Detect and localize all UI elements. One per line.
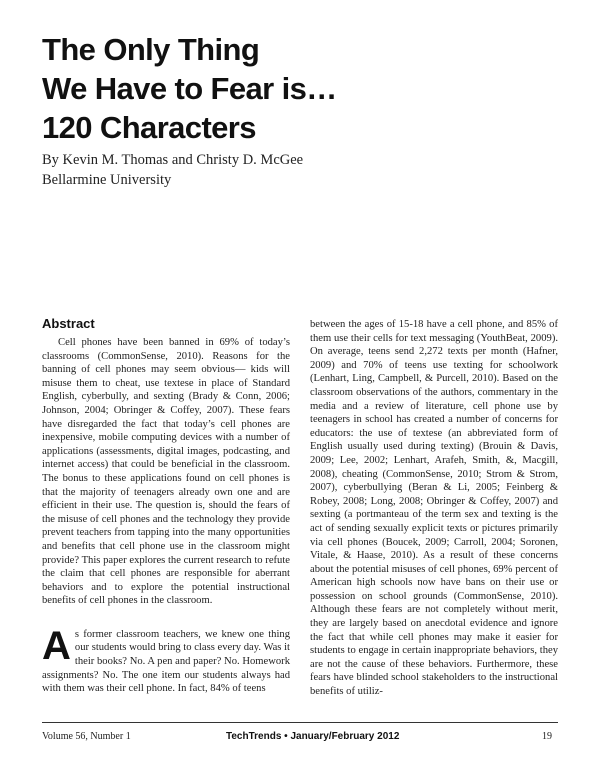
body-text-column-2: between the ages of 15-18 have a cell phone, and 85% of them use their cells for text messaging (YouthBeat, 2009). On average, teens send 2,272 texts per month (Hafner, 2009) and 70% of teens use texting for schoolwork (Lenhart, Ling, Campbell, & Purcell, 2010). Based on the classroom observations of the authors, commentary in the media and a review of literature, cell phone use by teenagers in school has created a number of concerns for educators: the use of textese (an abbreviated form of English usually used during texting) (Brouin & Davis, 2009; Lee, 2002; Lenhart, Arafeh, Smith, &, Macgill, 2008), cheating (CommonSense, 2010; Strom & Strom, 2007), cyberbullying (Beran & Li, 2005; Feinberg & Robey, 2008; Long, 2008; Obringer & Coffey, 2007) and sexting (a portmanteau of the term sex and texting is the act of sending sexually explicit texts or pictures primarily via cell phones (Boucek, 2009; Carroll, 2004; Soronen, Vitale, & Haase, 2010). As a result of these concerns about the potential misuses of cell phones, 69% percent of American high schools now have bans on their use or possession on school grounds (CommonSense, 2010). Although these fears are not completely without merit, they are largely based on anecdotal evidence and ignore the fact that while cell phones may make it easier for students to engage in certain inappropriate behaviors, they are not the cause of these behaviors. Furthermore, these fears have blinded school stakeholders to the instructional benefits of utiliz- (310, 319, 558, 698)
footer-volume: Volume 56, Number 1 (42, 731, 131, 742)
footer-page-number: 19 (542, 731, 552, 742)
abstract-heading: Abstract (42, 316, 95, 331)
title-line-2: We Have to Fear is… (42, 71, 337, 106)
byline (42, 150, 303, 190)
abstract-text: Cell phones have been banned in 69% of today’s classrooms (CommonSense, 2010). Reasons for the banning of cell phones may seem obvious— kids will misuse them to cheat, use textese in place of Standard English, cyberbully, and sexting (Brady & Conn, 2006; Johnson, 2004; Obringer & Coffey, 2007). These fears have disregarded the fact that today’s cell phones are inexpensive, mobile computing devices with a number of applications (assessments, digital images, podcasting, and internet access) that could be beneficial in the classroom. The bonus to these applications found on cell phones is that the majority of teenagers already own one and are efficient in their use. The question is, should the fears of the misuse of cell phones and the technology they provide prevent teachers from tapping into the many opportunities and benefits that cell phone use in the classroom might provide? This paper explores the current research to refute the claim that cell phones are responsible for aberrant behaviors and to explore the potential instructional benefits of cell phones in the classroom. (42, 337, 290, 607)
left-column (42, 316, 290, 696)
intro-paragraph (42, 623, 290, 696)
section-gap (42, 608, 290, 628)
affiliation: Bellarmine University (42, 172, 172, 188)
footer-rule (42, 722, 558, 723)
footer-journal: TechTrends • January/February 2012 (226, 731, 400, 742)
drop-cap: A (42, 623, 71, 668)
authors: By Kevin M. Thomas and Christy D. McGee (42, 152, 304, 168)
article-title (42, 30, 562, 147)
title-line-3: 120 Characters (42, 110, 256, 145)
intro-text: s former classroom teachers, we knew one thing our students would bring to class every day. Was it their books? No. A pen and paper? No. Homework assignments? No. The one item our students always had with them was their cell phone. In fact, 84% of teens (42, 628, 290, 695)
title-line-1: The Only Thing (42, 32, 260, 67)
right-column (310, 318, 558, 699)
